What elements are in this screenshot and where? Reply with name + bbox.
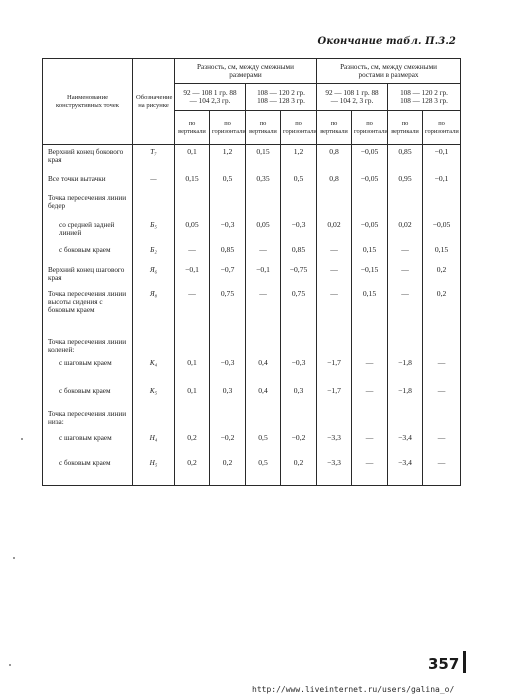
value-cell: 0,1 <box>175 356 210 384</box>
table-row <box>43 407 461 431</box>
scan-speck <box>13 557 15 559</box>
range-header: 108 — 120 2 гр. 108 — 128 3 гр. <box>246 84 317 111</box>
value-cell: 0,5 <box>281 172 317 191</box>
spacer-cell <box>317 480 352 486</box>
value-cell <box>352 407 388 431</box>
value-cell <box>210 335 246 356</box>
value-cell: 0,1 <box>175 384 210 407</box>
value-cell: — <box>423 356 461 384</box>
value-cell: 0,8 <box>317 145 352 172</box>
value-cell: 0,2 <box>210 456 246 480</box>
value-cell: 0,3 <box>210 384 246 407</box>
value-cell: −0,05 <box>352 145 388 172</box>
data-table <box>42 58 461 486</box>
table-row <box>43 431 461 456</box>
range-header: 92 — 108 1 гр. 88 — 104 2,3 гр. <box>175 84 246 111</box>
value-cell: −0,2 <box>210 431 246 456</box>
row-symbol <box>133 191 175 218</box>
row-name: с боковым краем <box>43 456 133 480</box>
table-row <box>43 335 461 356</box>
spacer-cell <box>175 480 210 486</box>
value-cell: 0,5 <box>210 172 246 191</box>
value-cell: −0,1 <box>246 263 281 287</box>
row-name: Верхний конец шагового края <box>43 263 133 287</box>
heights-group-header: Разность, см, между смежными ростами в размерах <box>317 59 461 84</box>
value-cell: 0,5 <box>246 431 281 456</box>
value-cell: 0,2 <box>423 263 461 287</box>
value-cell: 0,95 <box>388 172 423 191</box>
value-cell: — <box>175 243 210 263</box>
value-cell: −0,05 <box>352 218 388 243</box>
value-cell: — <box>352 431 388 456</box>
value-cell: 0,75 <box>210 287 246 335</box>
row-name: со средней задней линией <box>43 218 133 243</box>
value-cell: −3,3 <box>317 456 352 480</box>
row-symbol: Я₆ <box>133 263 175 287</box>
value-cell: −3,4 <box>388 456 423 480</box>
value-cell: 0,8 <box>317 172 352 191</box>
value-cell <box>281 191 317 218</box>
value-cell <box>423 335 461 356</box>
value-cell: — <box>246 243 281 263</box>
value-cell: 0,85 <box>210 243 246 263</box>
row-name: Точка пересечения линии высоты сидения с боковым краем <box>43 287 133 335</box>
spacer-cell <box>210 480 246 486</box>
spacer-cell <box>388 480 423 486</box>
value-cell: 0,75 <box>281 287 317 335</box>
page-number: 357 <box>428 655 460 673</box>
value-cell: — <box>388 243 423 263</box>
value-cell: — <box>317 243 352 263</box>
row-symbol <box>133 407 175 431</box>
row-symbol: — <box>133 172 175 191</box>
value-cell: — <box>388 263 423 287</box>
table-row-spacer <box>43 480 461 486</box>
value-cell: −0,3 <box>281 218 317 243</box>
table-row <box>43 172 461 191</box>
value-cell <box>210 407 246 431</box>
row-name: Точка пересечения линии бедер <box>43 191 133 218</box>
value-cell <box>175 191 210 218</box>
value-cell: — <box>352 356 388 384</box>
row-symbol: Б₂ <box>133 243 175 263</box>
value-cell <box>317 407 352 431</box>
value-cell: 0,3 <box>281 384 317 407</box>
value-cell: — <box>317 263 352 287</box>
row-name: с боковым краем <box>43 243 133 263</box>
value-cell: −0,3 <box>281 356 317 384</box>
row-name: Все точки вытачки <box>43 172 133 191</box>
value-cell: −0,3 <box>210 356 246 384</box>
value-cell: −0,05 <box>423 218 461 243</box>
value-cell: −1,7 <box>317 356 352 384</box>
value-cell: 0,15 <box>423 243 461 263</box>
row-symbol <box>133 335 175 356</box>
value-cell: — <box>352 456 388 480</box>
value-cell: 0,2 <box>175 431 210 456</box>
scan-speck <box>21 438 23 440</box>
row-name: с боковым краем <box>43 384 133 407</box>
value-cell: — <box>423 456 461 480</box>
value-cell <box>352 335 388 356</box>
value-cell <box>317 191 352 218</box>
value-cell: 0,1 <box>175 145 210 172</box>
subcolumn-header: по горизонтали <box>210 111 246 145</box>
value-cell <box>423 407 461 431</box>
value-cell: — <box>423 431 461 456</box>
value-cell: 0,15 <box>246 145 281 172</box>
subcolumn-header: по горизонтали <box>423 111 461 145</box>
row-name: с шаговым краем <box>43 431 133 456</box>
value-cell: −1,8 <box>388 384 423 407</box>
value-cell: −0,3 <box>210 218 246 243</box>
value-cell <box>281 407 317 431</box>
value-cell: 0,15 <box>175 172 210 191</box>
value-cell: — <box>388 287 423 335</box>
value-cell <box>246 335 281 356</box>
value-cell: 0,15 <box>352 243 388 263</box>
value-cell: −0,1 <box>423 172 461 191</box>
value-cell: 0,35 <box>246 172 281 191</box>
subcolumn-header: по горизонтали <box>281 111 317 145</box>
scan-speck <box>9 664 11 666</box>
value-cell: 0,4 <box>246 356 281 384</box>
footer-url: http://www.liveinternet.ru/users/galina_o/ <box>252 685 455 694</box>
value-cell: — <box>175 287 210 335</box>
table-caption: Окончание табл. П.3.2 <box>317 36 456 47</box>
value-cell: −1,7 <box>317 384 352 407</box>
sizes-group-header: Разность, см, между смежными размерами <box>175 59 317 84</box>
value-cell <box>388 191 423 218</box>
value-cell: 0,02 <box>388 218 423 243</box>
subcolumn-header: по вертикали <box>388 111 423 145</box>
value-cell: — <box>317 287 352 335</box>
value-cell: 0,2 <box>281 456 317 480</box>
spacer-cell <box>423 480 461 486</box>
table-row <box>43 456 461 480</box>
spacer-cell <box>352 480 388 486</box>
row-symbol: Я₈ <box>133 287 175 335</box>
value-cell: 0,2 <box>175 456 210 480</box>
table-row <box>43 218 461 243</box>
spacer-cell <box>133 480 175 486</box>
value-cell <box>246 191 281 218</box>
value-cell: — <box>352 384 388 407</box>
value-cell: 0,05 <box>175 218 210 243</box>
value-cell: −0,15 <box>352 263 388 287</box>
table-body <box>43 145 461 486</box>
table-row <box>43 263 461 287</box>
row-symbol: К₅ <box>133 384 175 407</box>
value-cell: 0,02 <box>317 218 352 243</box>
table-header <box>43 59 461 145</box>
subcolumn-header: по вертикали <box>175 111 210 145</box>
value-cell: 0,5 <box>246 456 281 480</box>
subcolumn-header: по горизонтали <box>352 111 388 145</box>
value-cell: −0,7 <box>210 263 246 287</box>
value-cell: — <box>423 384 461 407</box>
spacer-cell <box>246 480 281 486</box>
subcolumn-header: по вертикали <box>246 111 281 145</box>
value-cell: 1,2 <box>281 145 317 172</box>
value-cell <box>352 191 388 218</box>
row-symbol: Б₅ <box>133 218 175 243</box>
table-row <box>43 287 461 335</box>
row-name: Точка пересечения линии низа: <box>43 407 133 431</box>
row-name: Верхний конец бокового края <box>43 145 133 172</box>
value-cell <box>175 407 210 431</box>
value-cell: 0,85 <box>281 243 317 263</box>
subcolumn-header: по вертикали <box>317 111 352 145</box>
spacer-cell <box>281 480 317 486</box>
value-cell <box>210 191 246 218</box>
value-cell: −0,05 <box>352 172 388 191</box>
value-cell: 0,4 <box>246 384 281 407</box>
table-row <box>43 384 461 407</box>
value-cell: −3,4 <box>388 431 423 456</box>
value-cell: −0,1 <box>175 263 210 287</box>
value-cell <box>388 335 423 356</box>
value-cell <box>423 191 461 218</box>
value-cell <box>317 335 352 356</box>
row-name: с шаговым краем <box>43 356 133 384</box>
page-number-bar <box>463 651 466 673</box>
value-cell: 0,85 <box>388 145 423 172</box>
value-cell: −3,3 <box>317 431 352 456</box>
value-cell: 0,15 <box>352 287 388 335</box>
table-row <box>43 145 461 172</box>
value-cell: 0,2 <box>423 287 461 335</box>
range-header: 108 — 120 2 гр. 108 — 128 3 гр. <box>388 84 461 111</box>
row-symbol: Н₅ <box>133 456 175 480</box>
value-cell: −0,75 <box>281 263 317 287</box>
table-row <box>43 191 461 218</box>
value-cell: — <box>246 287 281 335</box>
name-column-header: Наименование конструктивных точек <box>43 59 133 145</box>
range-header: 92 — 108 1 гр. 88 — 104 2, 3 гр. <box>317 84 388 111</box>
row-symbol: К₄ <box>133 356 175 384</box>
row-name: Точка пересечения линии коленей: <box>43 335 133 356</box>
value-cell <box>281 335 317 356</box>
row-symbol: Н₄ <box>133 431 175 456</box>
value-cell <box>175 335 210 356</box>
value-cell: −0,1 <box>423 145 461 172</box>
spacer-cell <box>43 480 133 486</box>
value-cell: 1,2 <box>210 145 246 172</box>
value-cell <box>388 407 423 431</box>
row-symbol: Т₇ <box>133 145 175 172</box>
table-row <box>43 243 461 263</box>
symbol-column-header: Обозначение на рисунке <box>133 59 175 145</box>
value-cell: 0,05 <box>246 218 281 243</box>
value-cell: −0,2 <box>281 431 317 456</box>
value-cell <box>246 407 281 431</box>
value-cell: −1,8 <box>388 356 423 384</box>
table-row <box>43 356 461 384</box>
